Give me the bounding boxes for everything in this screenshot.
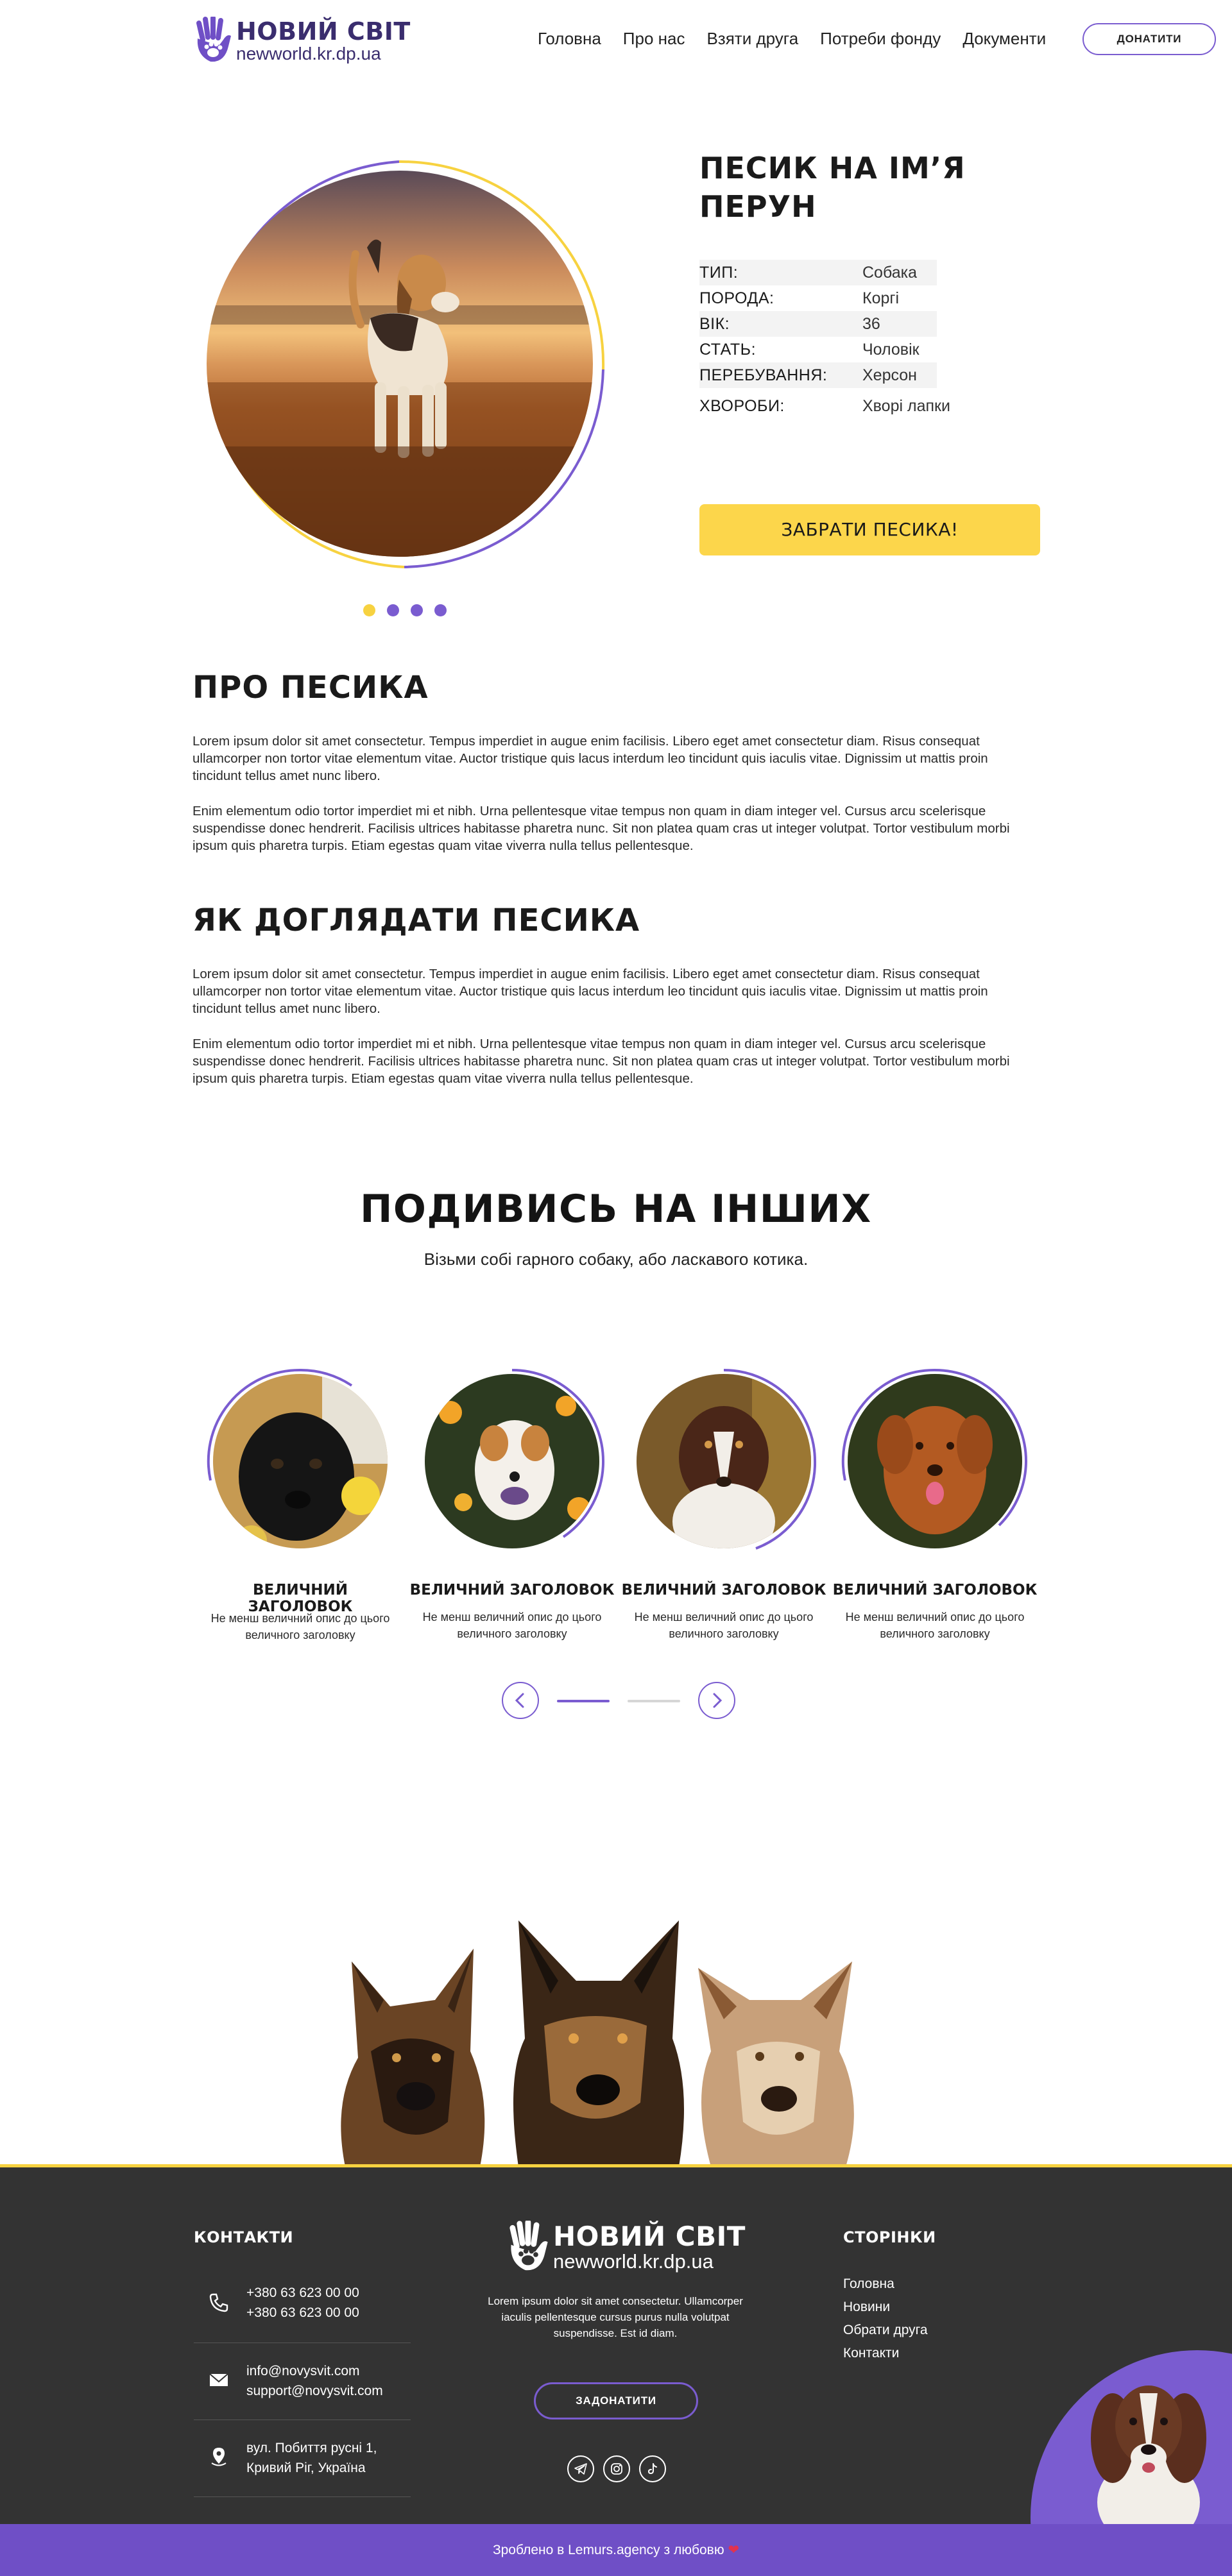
credits-text[interactable]: Зроблено в Lemurs.agency з любовю xyxy=(492,2543,724,2557)
mail-icon xyxy=(208,2369,230,2391)
contact-emails xyxy=(194,2343,411,2420)
fact-row-diseases xyxy=(699,388,975,424)
address-line: Кривий Ріг, Україна xyxy=(246,2461,366,2475)
site-logo[interactable] xyxy=(194,17,411,65)
nav-home[interactable]: Головна xyxy=(538,29,601,48)
pet-card-photo-frame xyxy=(416,1365,608,1557)
fact-value: Собака xyxy=(862,263,917,282)
about-title: ПРО ПЕСИКА xyxy=(193,670,429,706)
fact-label: ПЕРЕБУВАННЯ: xyxy=(699,366,828,384)
fact-value: Херсон xyxy=(862,366,917,384)
heart-icon: ❤ xyxy=(728,2543,740,2557)
footer-link-contacts[interactable]: Контакти xyxy=(843,2346,900,2360)
nav-about[interactable]: Про нас xyxy=(622,29,685,48)
pet-card-photo xyxy=(213,1374,388,1548)
phone-icon xyxy=(208,2292,230,2314)
fact-value: Чоловік xyxy=(862,340,920,359)
slider-prev-button[interactable] xyxy=(502,1682,539,1719)
fact-value: Коргі xyxy=(862,289,900,307)
chevron-left-icon xyxy=(503,1683,538,1718)
telegram-link[interactable] xyxy=(567,2455,594,2482)
main-nav xyxy=(538,26,1068,51)
pet-card-photo-frame xyxy=(204,1365,397,1557)
cards-slider-nav xyxy=(502,1682,733,1720)
pet-card-photo xyxy=(848,1374,1022,1548)
nav-adopt[interactable]: Взяти друга xyxy=(706,29,799,48)
dogs-banner-image xyxy=(326,1910,910,2167)
fact-value: 36 xyxy=(862,314,880,333)
pet-photo-frame xyxy=(193,158,606,571)
fact-value: Хворі лапки xyxy=(862,396,950,415)
pet-card-description: Не менш величний опис до цього величного заголовку xyxy=(210,1612,390,1641)
gallery-dot[interactable] xyxy=(387,604,399,616)
logo-subtitle: newworld.kr.dp.ua xyxy=(236,44,381,64)
fact-label: СТАТЬ: xyxy=(699,340,757,359)
others-subtitle: Візьми собі гарного собаку, або ласкавого котика. xyxy=(424,1250,809,1269)
nav-needs[interactable]: Потреби фонду xyxy=(820,29,941,48)
contact-email[interactable]: info@novysvit.com xyxy=(246,2364,360,2378)
footer-description: Lorem ipsum dolor sit amet consectetur. Ullamcorper iaculis pellentesque cursus purus nulla volutpat suspendisse. Est id diam. xyxy=(488,2295,743,2339)
pet-name-title: ПЕСИК НА ІМ’Я ПЕРУН xyxy=(699,151,966,224)
footer-donate-button[interactable]: ЗАДОНАТИТИ xyxy=(534,2382,698,2419)
pages-heading: СТОРІНКИ xyxy=(843,2228,936,2246)
site-header xyxy=(0,0,1232,77)
footer-link-choose-friend[interactable]: Обрати друга xyxy=(843,2323,928,2337)
pet-card-title: ВЕЛИЧНИЙ ЗАГОЛОВОК xyxy=(248,1582,353,1615)
tiktok-icon xyxy=(646,2462,660,2476)
fact-row-breed xyxy=(699,285,975,311)
logo-title: НОВИЙ СВІТ xyxy=(236,17,411,46)
pet-card-title: ВЕЛИЧНИЙ ЗАГОЛОВОК xyxy=(409,1582,615,1598)
footer-dog-image xyxy=(1078,2368,1219,2524)
instagram-icon xyxy=(610,2462,624,2476)
footer-link-news[interactable]: Новини xyxy=(843,2300,891,2314)
slider-track xyxy=(628,1700,680,1702)
care-title: ЯК ДОГЛЯДАТИ ПЕСИКА xyxy=(193,902,640,938)
about-paragraph-1: Lorem ipsum dolor sit amet consectetur. Tempus imperdiet in augue enim facilisis. Libero eget amet consectetur diam. Risus consequat ullamcorper non tortor vitae elementum vitae. Auctor tristique quis lacus interdum leo tincidunt quis iaculis vitae. Dignissim ut mattis proin tincidunt tellus amet nunc libero. xyxy=(193,734,988,783)
pet-card-title: ВЕЛИЧНИЙ ЗАГОЛОВОК xyxy=(621,1582,826,1598)
fact-label: ВІК: xyxy=(699,314,730,333)
chevron-right-icon xyxy=(699,1683,734,1718)
nav-documents[interactable]: Документи xyxy=(963,29,1047,48)
gallery-dot[interactable] xyxy=(411,604,423,616)
gallery-dots xyxy=(363,604,447,616)
pet-card-photo xyxy=(637,1374,811,1548)
footer-logo-title: НОВИЙ СВІТ xyxy=(553,2221,746,2252)
address-line: вул. Побиття русні 1, xyxy=(246,2441,377,2455)
pet-card-description: Не менш величний опис до цього величного заголовку xyxy=(634,1611,814,1640)
pet-card-photo xyxy=(425,1374,599,1548)
social-links xyxy=(567,2455,666,2482)
location-pin-icon xyxy=(208,2446,230,2468)
footer-pages-list xyxy=(843,2273,928,2365)
fact-row-age xyxy=(699,311,937,337)
telegram-icon xyxy=(574,2462,588,2476)
credits-bar xyxy=(0,2524,1232,2576)
instagram-link[interactable] xyxy=(603,2455,630,2482)
fact-row-location xyxy=(699,362,937,388)
site-footer xyxy=(0,2167,1232,2524)
footer-logo[interactable] xyxy=(507,2221,746,2275)
contacts-heading: КОНТАКТИ xyxy=(194,2228,294,2246)
adopt-pet-button[interactable]: ЗАБРАТИ ПЕСИКА! xyxy=(699,504,1040,555)
about-paragraph-2: Enim elementum odio tortor imperdiet mi et nibh. Urna pellentesque vitae tempus non quam in diam integer vel. Cursus arcu scelerisque suspendisse donec hendrerit. Facilisis ultrices habitasse pharetra nunc. Sit non platea quam cras ut integer volutpat. Tortor vestibulum morbi ipsum quis pharetra turpis. Etiam egestas quam vitae viverra nulla tellus pellentesque. xyxy=(193,804,1010,853)
pet-main-photo[interactable] xyxy=(207,171,593,557)
contact-email[interactable]: support@novysvit.com xyxy=(246,2384,383,2398)
pet-card-photo-frame xyxy=(628,1365,820,1557)
fact-label: ХВОРОБИ: xyxy=(699,396,785,415)
pet-card-description: Не менш величний опис до цього величного заголовку xyxy=(422,1611,602,1640)
donate-button[interactable]: ДОНАТИТИ xyxy=(1082,23,1216,55)
paw-hand-logo-icon xyxy=(194,17,234,65)
slider-next-button[interactable] xyxy=(698,1682,735,1719)
care-paragraph-1: Lorem ipsum dolor sit amet consectetur. Tempus imperdiet in augue enim facilisis. Libero eget amet consectetur diam. Risus consequat ullamcorper non tortor vitae elementum vitae. Auctor tristique quis lacus interdum leo tincidunt quis iaculis vitae. Dignissim ut mattis proin tincidunt tellus amet nunc libero. xyxy=(193,967,988,1016)
pet-facts-table xyxy=(699,260,975,424)
contact-address xyxy=(194,2420,411,2497)
pet-card-photo-frame xyxy=(839,1365,1031,1557)
pet-card-description: Не менш величний опис до цього величного заголовку xyxy=(845,1611,1025,1640)
fact-row-sex xyxy=(699,337,975,362)
footer-logo-subtitle: newworld.kr.dp.ua xyxy=(553,2250,714,2273)
contact-phones xyxy=(194,2266,411,2343)
contact-phone[interactable]: +380 63 623 00 00 xyxy=(246,2305,359,2320)
gallery-dot[interactable] xyxy=(434,604,447,616)
care-paragraph-2: Enim elementum odio tortor imperdiet mi et nibh. Urna pellentesque vitae tempus non quam in diam integer vel. Cursus arcu scelerisque suspendisse donec hendrerit. Facilisis ultrices habitasse pharetra nunc. Sit non platea quam cras ut integer volutpat. Tortor vestibulum morbi ipsum quis pharetra turpis. Etiam egestas quam vitae viverra nulla tellus pellentesque. xyxy=(193,1037,1010,1086)
pet-card-title: ВЕЛИЧНИЙ ЗАГОЛОВОК xyxy=(832,1582,1038,1598)
fact-label: ТИП: xyxy=(699,263,739,282)
footer-link-home[interactable]: Головна xyxy=(843,2276,894,2291)
tiktok-link[interactable] xyxy=(639,2455,666,2482)
slider-track-active xyxy=(557,1700,610,1702)
fact-label: ПОРОДА: xyxy=(699,289,774,307)
others-title: ПОДИВИСЬ НА ІНШИХ xyxy=(360,1187,872,1232)
paw-hand-logo-icon xyxy=(507,2221,551,2275)
gallery-dot[interactable] xyxy=(363,604,375,616)
fact-row-type xyxy=(699,260,937,285)
contact-phone[interactable]: +380 63 623 00 00 xyxy=(246,2285,359,2300)
